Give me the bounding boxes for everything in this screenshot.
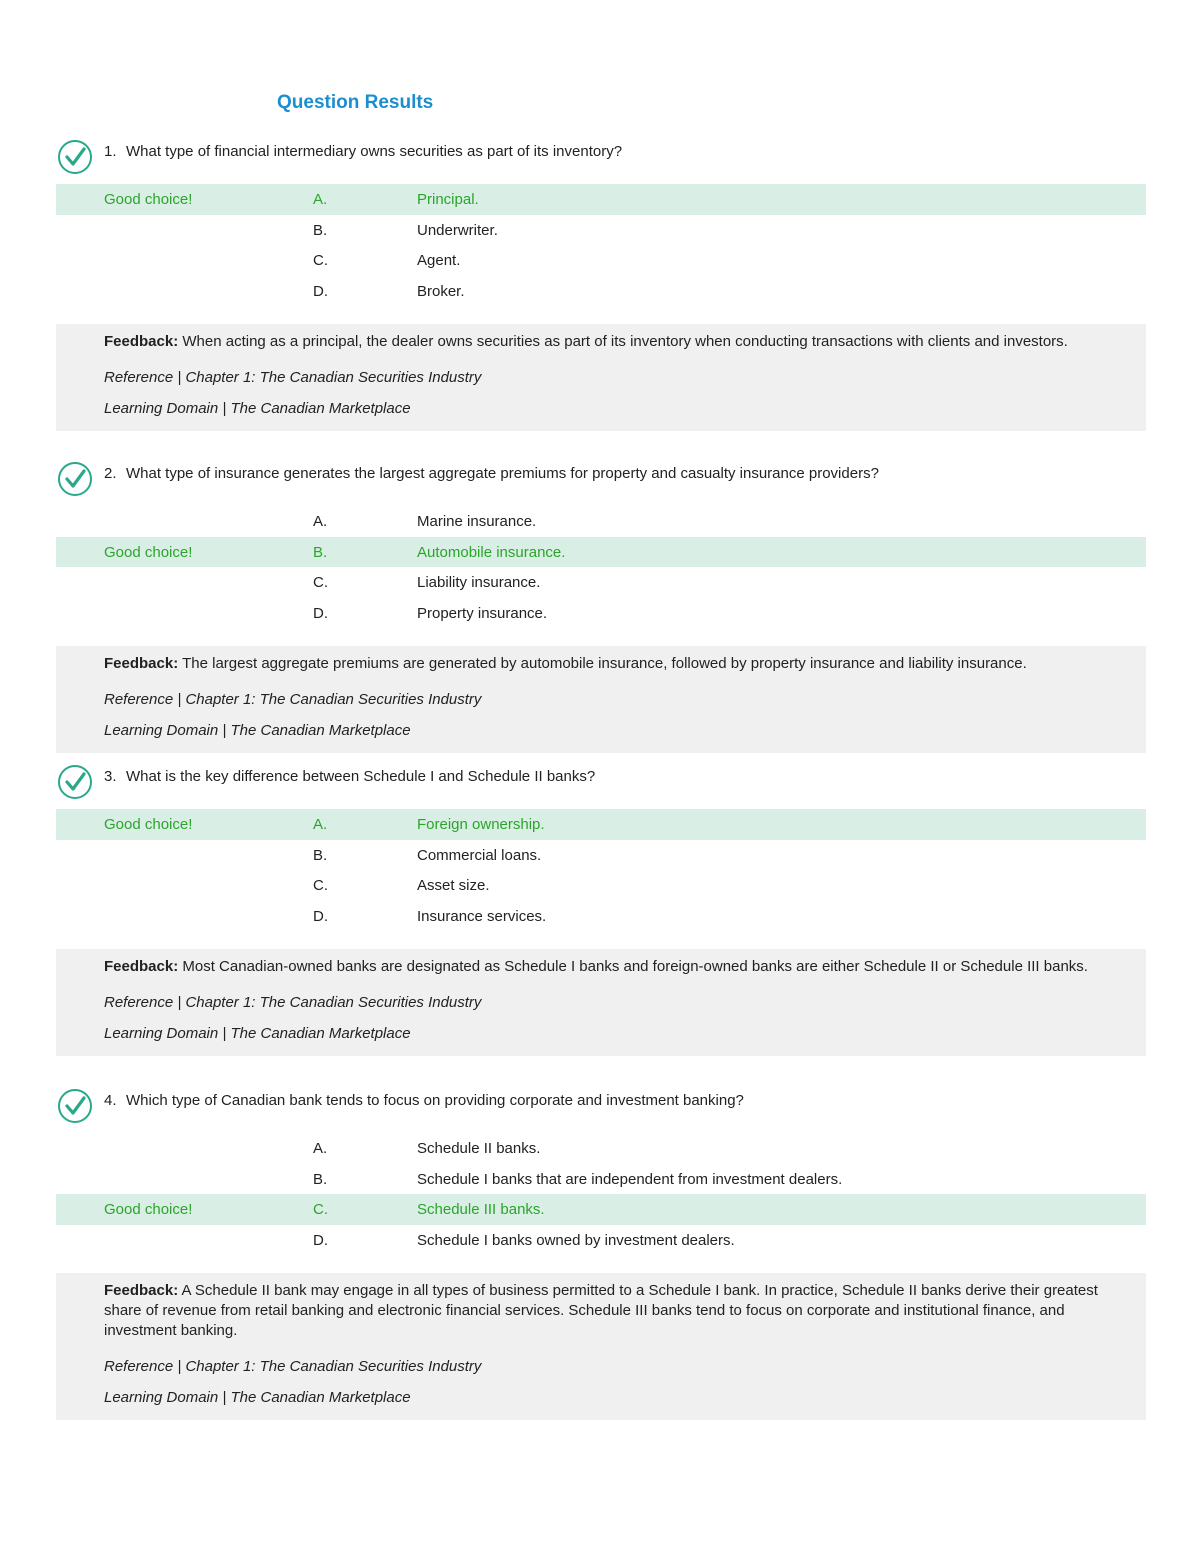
answer-option [56,276,1146,307]
option-text: Agent. [417,252,461,269]
feedback-label: Feedback: [104,333,179,350]
feedback-box [56,324,1146,431]
question-number: 1. [104,143,117,160]
answer-option [56,870,1146,901]
question-block [56,465,1146,753]
reference-line: Reference | Chapter 1: The Canadian Securities Industry [104,1358,482,1375]
option-letter: C. [313,574,328,591]
option-text: Insurance services. [417,907,547,925]
good-choice-label: Good choice! [104,816,193,833]
answer-option [56,215,1146,246]
question-block [56,1092,1146,1420]
question-stem: What is the key difference between Schedule I and Schedule II banks? [126,768,596,785]
option-letter: C. [313,252,328,269]
option-letter: A. [313,816,328,833]
question-text [104,143,622,160]
page-title: Question Results [277,92,434,113]
feedback-body: The largest aggregate premiums are generated by automobile insurance, followed by property insurance and liability insurance. [182,655,1027,672]
option-letter: B. [313,846,328,864]
option-text: Broker. [417,282,465,300]
answer-option [56,901,1146,932]
check-circle-icon [57,764,93,800]
good-choice-label: Good choice! [104,543,193,561]
answer-option [56,1133,1146,1164]
learning-domain-line: Learning Domain | The Canadian Marketplace [104,722,411,739]
good-choice-label: Good choice! [104,1201,193,1218]
question-text [104,1092,744,1109]
feedback-box [56,949,1146,1056]
answer-option [56,598,1146,629]
learning-domain-line: Learning Domain | The Canadian Marketplace [104,400,411,417]
question-header [56,143,1146,184]
answer-option-correct [56,809,1146,840]
answer-option-correct [56,1194,1146,1225]
question-stem: What type of financial intermediary owns securities as part of its inventory? [126,143,623,160]
reference-line: Reference | Chapter 1: The Canadian Securities Industry [104,691,482,708]
learning-domain-line: Learning Domain | The Canadian Marketplace [104,1389,411,1406]
option-letter: B. [313,1170,328,1188]
option-text: Underwriter. [417,221,498,239]
feedback-body: A Schedule II bank may engage in all types of business permitted to a Schedule I bank. In practice, Schedule II banks derive their greatest share of revenue from retail banking and electronic financial services. Schedule III banks tend to focus on corporate and institutional finance, and investment banking. [104,1282,1098,1339]
feedback-text [104,332,1112,352]
answer-option [56,1164,1146,1195]
check-circle-icon [57,1088,93,1124]
question-number: 4. [104,1092,117,1109]
feedback-text [104,654,1112,674]
feedback-text [104,1281,1112,1341]
question-header [56,768,1146,809]
option-text: Asset size. [417,877,490,894]
answer-option-correct [56,184,1146,215]
option-letter: C. [313,877,328,894]
option-text: Property insurance. [417,604,548,622]
answer-option-correct [56,537,1146,568]
option-letter: A. [313,1140,328,1157]
question-stem: Which type of Canadian bank tends to focus on providing corporate and investment banking? [126,1092,744,1109]
feedback-box [56,646,1146,753]
option-text: Automobile insurance. [417,543,566,561]
answer-option [56,245,1146,276]
question-number: 3. [104,768,117,785]
option-letter: C. [313,1201,328,1218]
answer-option [56,840,1146,871]
option-text: Schedule I banks that are independent from investment dealers. [417,1170,843,1188]
option-text: Principal. [417,191,479,208]
question-block [56,143,1146,431]
option-letter: D. [313,1231,328,1249]
option-letter: D. [313,282,328,300]
option-text: Schedule I banks owned by investment dealers. [417,1231,735,1249]
answer-option [56,1225,1146,1256]
reference-line: Reference | Chapter 1: The Canadian Securities Industry [104,994,482,1011]
feedback-text [104,957,1112,977]
option-text: Foreign ownership. [417,816,545,833]
option-text: Liability insurance. [417,574,541,591]
option-letter: A. [313,513,328,530]
option-letter: B. [313,221,328,239]
option-text: Marine insurance. [417,513,537,530]
reference-line: Reference | Chapter 1: The Canadian Securities Industry [104,369,482,386]
question-stem: What type of insurance generates the largest aggregate premiums for property and casualty insurance providers? [126,465,879,482]
check-circle-icon [57,139,93,175]
feedback-box [56,1273,1146,1420]
option-letter: D. [313,604,328,622]
option-letter: A. [313,191,328,208]
option-text: Commercial loans. [417,846,542,864]
answer-option [56,567,1146,598]
question-header [56,1092,1146,1133]
option-letter: B. [313,543,328,561]
question-header [56,465,1146,506]
question-block [56,768,1146,1056]
answer-option [56,506,1146,537]
learning-domain-line: Learning Domain | The Canadian Marketplace [104,1025,411,1042]
feedback-body: Most Canadian-owned banks are designated as Schedule I banks and foreign-owned banks are either Schedule II or Schedule III banks. [182,958,1088,975]
option-text: Schedule II banks. [417,1140,541,1157]
good-choice-label: Good choice! [104,191,193,208]
question-text [104,768,595,785]
feedback-label: Feedback: [104,958,179,975]
feedback-body: When acting as a principal, the dealer owns securities as part of its inventory when conducting transactions with clients and investors. [182,333,1068,350]
question-text [104,465,879,482]
question-number: 2. [104,465,117,482]
option-text: Schedule III banks. [417,1201,545,1218]
feedback-label: Feedback: [104,1282,179,1299]
check-circle-icon [57,461,93,497]
feedback-label: Feedback: [104,655,179,672]
option-letter: D. [313,907,328,925]
